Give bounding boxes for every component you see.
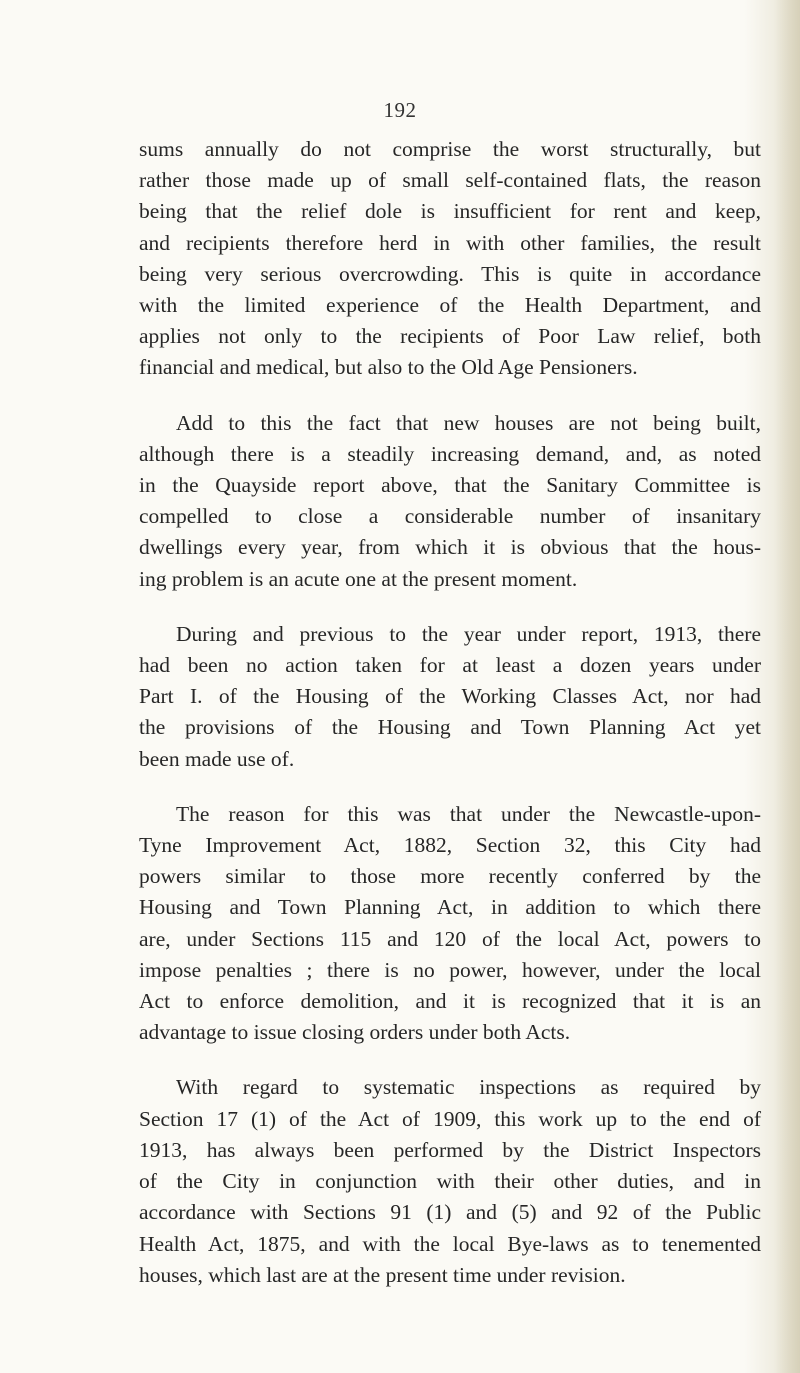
text-line: compelled to close a considerable number of insanitary xyxy=(139,504,761,529)
text-line: Section 17 (1) of the Act of 1909, this work up to the end of xyxy=(139,1106,761,1131)
text-line: With regard to systematic inspections as required by xyxy=(176,1075,761,1100)
text-line: ing problem is an acute one at the present moment. xyxy=(139,566,578,591)
text-line: Housing and Town Planning Act, in addition to which there xyxy=(139,895,761,920)
page-edge-shadow xyxy=(774,0,800,1373)
text-line: are, under Sections 115 and 120 of the local Act, powers to xyxy=(139,926,761,951)
text-line: accordance with Sections 91 (1) and (5) and 92 of the Public xyxy=(139,1200,761,1225)
text-line: with the limited experience of the Health Department, and xyxy=(139,293,761,318)
text-line: Health Act, 1875, and with the local Bye-laws as to tenemented xyxy=(139,1231,761,1256)
paragraph-2 xyxy=(139,408,761,595)
text-line: powers similar to those more recently conferred by the xyxy=(139,864,761,889)
body-text xyxy=(139,134,761,1315)
text-line: Act to enforce demolition, and it is recognized that it is an xyxy=(139,989,761,1014)
text-line: being very serious overcrowding. This is quite in accordance xyxy=(139,261,761,286)
text-line: advantage to issue closing orders under both Acts. xyxy=(139,1020,571,1045)
text-line: houses, which last are at the present time under revision. xyxy=(139,1262,626,1287)
text-line: in the Quayside report above, that the Sanitary Committee is xyxy=(139,473,761,498)
text-line: although there is a steadily increasing demand, and, as noted xyxy=(139,441,761,466)
text-line: Part I. of the Housing of the Working Classes Act, nor had xyxy=(139,684,761,709)
text-line: the provisions of the Housing and Town Planning Act yet xyxy=(139,715,761,740)
text-line: being that the relief dole is insufficient for rent and keep, xyxy=(139,199,761,224)
text-line: and recipients therefore herd in with other families, the result xyxy=(139,230,761,255)
text-line: sums annually do not comprise the worst structurally, but xyxy=(139,137,761,161)
text-line: dwellings every year, from which it is obvious that the hous- xyxy=(139,535,761,560)
text-line: Tyne Improvement Act, 1882, Section 32, this City had xyxy=(139,833,761,858)
paragraph-3 xyxy=(139,619,761,775)
text-line: been made use of. xyxy=(139,746,295,771)
paragraph-1 xyxy=(139,134,761,384)
text-line: The reason for this was that under the Newcastle-upon- xyxy=(176,801,761,826)
paragraph-5 xyxy=(139,1072,761,1290)
text-line: impose penalties ; there is no power, however, under the local xyxy=(139,957,761,982)
text-line: During and previous to the year under report, 1913, there xyxy=(176,621,761,646)
text-line: of the City in conjunction with their other duties, and in xyxy=(139,1169,761,1194)
text-line: 1913, has always been performed by the District Inspectors xyxy=(139,1137,761,1162)
text-line: applies not only to the recipients of Poor Law relief, both xyxy=(139,324,761,349)
text-line: Add to this the fact that new houses are not being built, xyxy=(176,410,761,435)
text-line: financial and medical, but also to the Old Age Pensioners. xyxy=(139,355,638,380)
page-number: 192 xyxy=(383,98,417,122)
paragraph-4 xyxy=(139,799,761,1049)
text-line: had been no action taken for at least a dozen years under xyxy=(139,653,761,678)
text-line: rather those made up of small self-contained flats, the reason xyxy=(139,168,761,193)
